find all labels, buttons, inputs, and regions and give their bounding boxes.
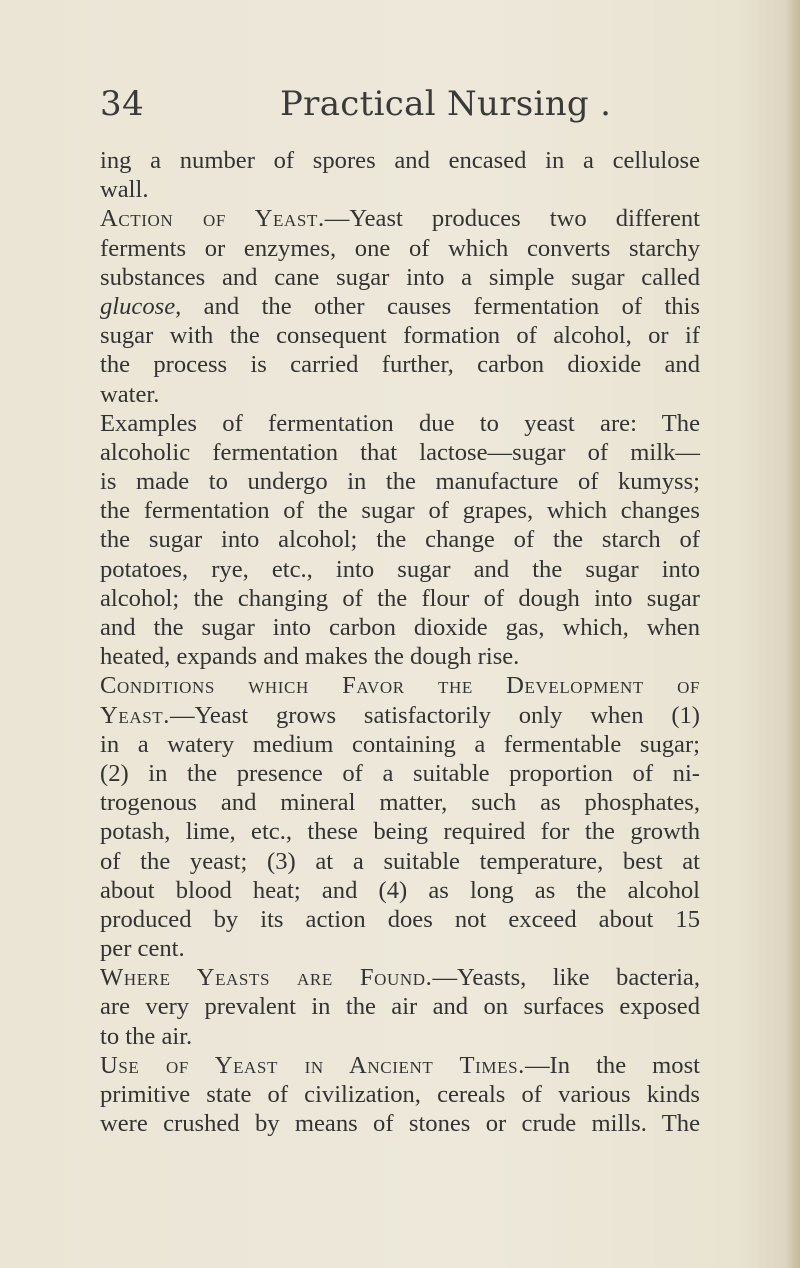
page-header	[100, 84, 720, 132]
text-line	[100, 584, 700, 613]
line-text: were crushed by means of stones or crude mills. The	[100, 1110, 700, 1138]
section-heading: Use of Yeast in Ancient Times.	[100, 1051, 525, 1079]
text-line	[100, 467, 700, 496]
line-text: and the sugar into carbon dioxide gas, which, when	[100, 614, 700, 641]
text-line	[100, 905, 700, 934]
text-line	[100, 817, 700, 846]
line-text: is made to undergo in the manufacture of kumyss;	[100, 468, 700, 496]
line-text: Examples of fermentation due to yeast are: The	[100, 409, 700, 437]
line-text: per cent.	[100, 935, 185, 963]
section-heading: Action of Yeast.	[100, 205, 325, 233]
line-text: the fermentation of the sugar of grapes, which changes	[100, 497, 700, 525]
line-text: alcohol; the changing of the flour of dough into sugar	[100, 584, 700, 612]
text-line	[100, 1109, 700, 1138]
line-text: water.	[100, 380, 160, 408]
line-text: in a watery medium containing a fermentable sugar;	[100, 730, 700, 758]
line-text: ferments or enzymes, one of which converts starchy	[100, 234, 700, 262]
text-line	[100, 1022, 700, 1051]
text-line	[100, 496, 700, 525]
line-text: —Yeast grows satisfactorily only when (1)	[170, 701, 700, 729]
line-text: potash, lime, etc., these being required for the growth	[100, 818, 700, 846]
text-line	[100, 963, 700, 992]
line-text: —In the most	[524, 1051, 700, 1079]
line-text: potatoes, rye, etc., into sugar and the sugar into	[100, 555, 700, 583]
text-line	[100, 642, 700, 671]
text-line	[100, 934, 700, 963]
line-text: about blood heat; and (4) as long as the alcohol	[100, 876, 700, 904]
text-line	[100, 292, 700, 321]
line-text: —Yeast produces two different	[324, 205, 701, 233]
line-text: are very prevalent in the air and on surfaces exposed	[100, 993, 700, 1021]
line-text: (2) in the presence of a suitable proportion of ni-	[100, 759, 700, 787]
text-line	[100, 146, 700, 175]
line-text: primitive state of civilization, cereals of various kinds	[100, 1081, 700, 1108]
line-text: wall.	[100, 176, 149, 204]
italic-term: glucose,	[100, 292, 182, 320]
text-line	[100, 175, 700, 204]
page-number: 34	[100, 84, 145, 124]
text-line	[100, 525, 700, 554]
text-line	[100, 671, 700, 700]
text-line	[100, 204, 700, 233]
line-text: alcoholic fermentation that lactose—sugar of milk—	[100, 438, 700, 466]
text-line	[100, 1051, 700, 1080]
line-text: sugar with the consequent formation of alcohol, or if	[100, 322, 700, 350]
line-text: —Yeasts, like bacteria,	[432, 964, 700, 992]
text-line	[100, 730, 700, 759]
line-text: trogenous and mineral matter, such as phosphates,	[100, 789, 700, 817]
line-text: and the other causes fermentation of this	[181, 292, 700, 320]
line-text: produced by its action does not exceed about 15	[100, 905, 700, 933]
text-line	[100, 1080, 700, 1109]
text-line	[100, 263, 700, 292]
line-text: to the air.	[100, 1022, 193, 1050]
line-text: of the yeast; (3) at a suitable temperature, best at	[100, 847, 700, 875]
body-text	[100, 146, 700, 1138]
text-line	[100, 234, 700, 263]
text-line	[100, 438, 700, 467]
text-line	[100, 555, 700, 584]
text-line	[100, 613, 700, 642]
text-line	[100, 759, 700, 788]
text-line	[100, 847, 700, 876]
line-text: the sugar into alcohol; the change of the starch of	[100, 526, 700, 554]
section-heading: Conditions which Favor the Development of	[100, 672, 700, 700]
text-line	[100, 992, 700, 1021]
text-line	[100, 876, 700, 905]
section-heading: Where Yeasts are Found.	[100, 964, 433, 992]
text-line	[100, 701, 700, 730]
running-head: Practical Nursing .	[280, 84, 612, 124]
line-text: the process is carried further, carbon dioxide and	[100, 351, 700, 379]
text-line	[100, 380, 700, 409]
section-heading: Yeast.	[100, 701, 171, 729]
text-line	[100, 350, 700, 379]
text-line	[100, 788, 700, 817]
line-text: substances and cane sugar into a simple sugar called	[100, 263, 700, 291]
text-line	[100, 409, 700, 438]
line-text: ing a number of spores and encased in a cellulose	[100, 147, 700, 174]
page-edge-shadow	[786, 0, 800, 1268]
line-text: heated, expands and makes the dough rise.	[100, 643, 520, 671]
text-line	[100, 321, 700, 350]
